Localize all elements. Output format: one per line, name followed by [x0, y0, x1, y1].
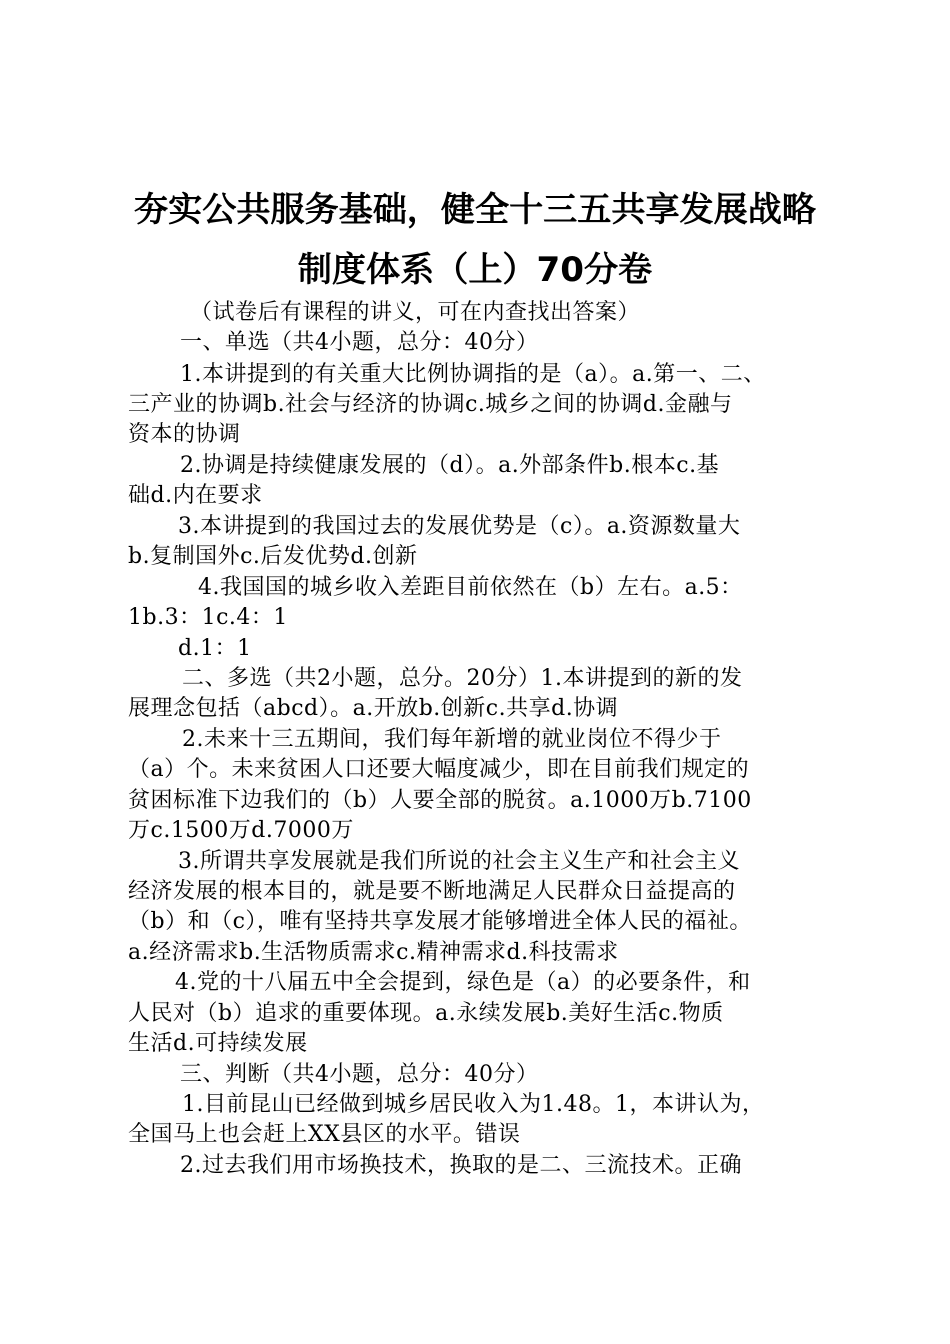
text-line: 资本的协调	[128, 422, 241, 447]
text-line: 4.党的十八届五中全会提到，绿色是（a）的必要条件，和	[175, 970, 751, 995]
text-line: 3.本讲提到的我国过去的发展优势是（c）。a.资源数量大	[178, 514, 741, 539]
section-heading-multiple-choice: 二、多选（共2小题，总分。20分）1.本讲提到的新的发	[182, 666, 743, 691]
text-line: 3.所谓共享发展就是我们所说的社会主义生产和社会主义	[178, 849, 740, 874]
text-line: 贫困标准下边我们的（b）人要全部的脱贫。a.1000万b.7100	[128, 788, 752, 813]
text-line: 三产业的协调b.社会与经济的协调c.城乡之间的协调d.金融与	[128, 392, 733, 417]
text-line: 经济发展的根本目的，就是要不断地满足人民群众日益提高的	[128, 879, 736, 904]
text-line: 万c.1500万d.7000万	[128, 818, 354, 843]
text-line: 2.未来十三五期间，我们每年新增的就业岗位不得少于	[182, 727, 722, 752]
text-line: 生活d.可持续发展	[128, 1031, 308, 1056]
text-line: 1b.3：1c.4：1	[128, 605, 288, 630]
text-line: 础d.内在要求	[128, 483, 263, 508]
text-line: 全国马上也会赶上XX县区的水平。错误	[128, 1122, 521, 1147]
text-line: b.复制国外c.后发优势d.创新	[128, 544, 418, 569]
text-line: d.1：1	[178, 636, 252, 661]
text-line: 1.目前昆山已经做到城乡居民收入为1.48。1，本讲认为，	[182, 1092, 765, 1117]
document-title-line-2: 制度体系（上）70分卷	[297, 250, 653, 290]
section-heading-single-choice: 一、单选（共4小题，总分：40分）	[180, 330, 539, 355]
text-line: a.经济需求b.生活物质需求c.精神需求d.科技需求	[128, 940, 619, 965]
section-heading-true-false: 三、判断（共4小题，总分：40分）	[180, 1062, 539, 1087]
text-line: 展理念包括（abcd）。a.开放b.创新c.共享d.协调	[128, 696, 619, 721]
text-line: 4.我国国的城乡收入差距目前依然在（b）左右。a.5：	[198, 575, 743, 600]
note-line: （试卷后有课程的讲义，可在内查找出答案）	[190, 300, 641, 325]
text-line: （a）个。未来贫困人口还要大幅度减少，即在目前我们规定的	[128, 757, 750, 782]
text-line: 2.协调是持续健康发展的（d）。a.外部条件b.根本c.基	[180, 453, 720, 478]
text-line: （b）和（c），唯有坚持共享发展才能够增进全体人民的福祉。	[128, 909, 752, 934]
document-title-line-1: 夯实公共服务基础，健全十三五共享发展战略	[134, 190, 816, 230]
text-line: 1.本讲提到的有关重大比例协调指的是（a）。a.第一、二、	[180, 362, 766, 387]
text-line: 2.过去我们用市场换技术，换取的是二、三流技术。正确	[180, 1153, 742, 1178]
text-line: 人民对（b）追求的重要体现。a.永续发展b.美好生活c.物质	[128, 1001, 724, 1026]
